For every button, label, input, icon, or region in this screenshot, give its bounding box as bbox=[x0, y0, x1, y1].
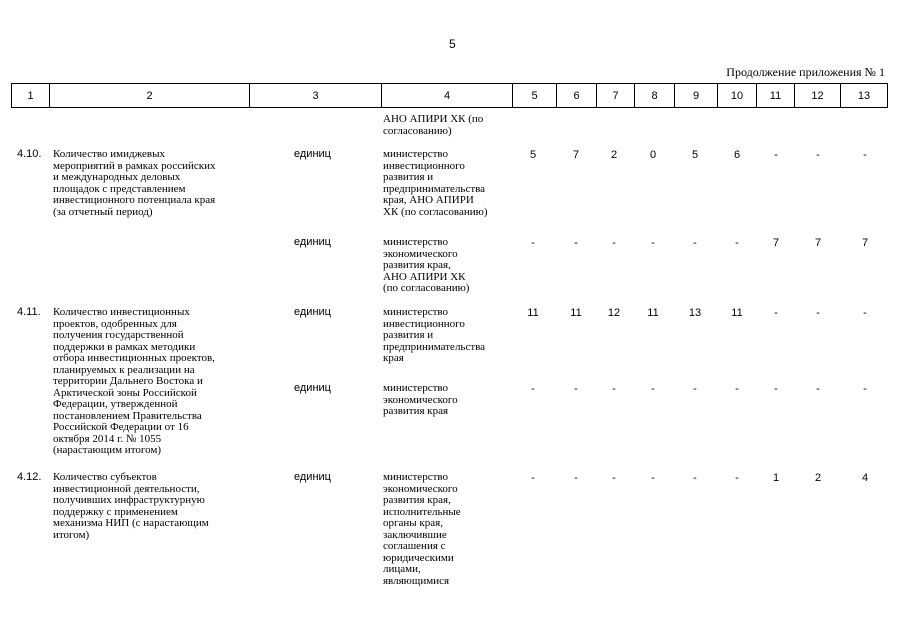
value-cell: - bbox=[863, 149, 867, 161]
value-cell: - bbox=[612, 237, 616, 249]
continuation-label: Продолжение приложения № 1 bbox=[726, 65, 885, 79]
value-cell: - bbox=[735, 383, 739, 395]
header-col-8: 8 bbox=[635, 84, 675, 108]
unit: единиц bbox=[294, 471, 331, 483]
column-number-header bbox=[11, 83, 888, 108]
value-cell: 11 bbox=[731, 307, 743, 319]
value-cell: - bbox=[574, 237, 578, 249]
value-cell: 7 bbox=[861, 237, 869, 249]
row-number: 4.10. bbox=[17, 148, 42, 160]
value-cell: 0 bbox=[649, 149, 657, 161]
value-cell: 7 bbox=[572, 149, 580, 161]
indicator-name: Количество субъектов инвестиционной деятельности, получивших инфраструктурную поддержку с применением механизма НИП (с нарастающим итогом) bbox=[53, 471, 209, 541]
value-cell: 2 bbox=[814, 472, 822, 484]
value-cell: - bbox=[574, 383, 578, 395]
value-cell: 4 bbox=[861, 472, 869, 484]
value-cell: - bbox=[863, 307, 867, 319]
executor: министерство инвестиционного развития и предпринимательства края bbox=[383, 306, 486, 364]
executor: министерство экономического развития края, АНО АПИРИ ХК (по согласованию) bbox=[383, 236, 470, 294]
unit: единиц bbox=[294, 382, 331, 394]
header-col-5: 5 bbox=[513, 84, 557, 108]
value-cell: - bbox=[735, 237, 739, 249]
header-col-7: 7 bbox=[597, 84, 635, 108]
value-cell: - bbox=[531, 472, 535, 484]
value-cell: - bbox=[816, 149, 820, 161]
value-cell: 11 bbox=[527, 307, 539, 319]
value-cell: - bbox=[531, 383, 535, 395]
header-row bbox=[12, 84, 888, 108]
value-cell: 11 bbox=[647, 307, 659, 319]
value-cell: 13 bbox=[688, 307, 702, 319]
carryover-executor: АНО АПИРИ ХК (по согласованию) bbox=[383, 113, 484, 137]
value-cell: - bbox=[612, 472, 616, 484]
row-number: 4.11. bbox=[17, 306, 41, 318]
executor: министерство экономического развития края, исполнительные органы края, заключившие соглашения с юридическими лицами, являющимися bbox=[383, 471, 461, 587]
header-col-11: 11 bbox=[757, 84, 795, 108]
value-cell: 5 bbox=[529, 149, 537, 161]
value-cell: - bbox=[574, 472, 578, 484]
unit: единиц bbox=[294, 306, 331, 318]
header-col-10: 10 bbox=[718, 84, 757, 108]
value-cell: - bbox=[651, 237, 655, 249]
value-cell: 7 bbox=[772, 237, 780, 249]
page-number: 5 bbox=[449, 37, 456, 51]
value-cell: - bbox=[816, 307, 820, 319]
value-cell: - bbox=[816, 383, 820, 395]
header-col-1: 1 bbox=[12, 84, 50, 108]
value-cell: - bbox=[863, 383, 867, 395]
value-cell: - bbox=[774, 149, 778, 161]
value-cell: - bbox=[693, 383, 697, 395]
value-cell: 5 bbox=[691, 149, 699, 161]
executor: министерство инвестиционного развития и предпринимательства края, АНО АПИРИ ХК (по согласованию) bbox=[383, 148, 488, 218]
value-cell: 12 bbox=[607, 307, 621, 319]
value-cell: 11 bbox=[570, 307, 582, 319]
value-cell: - bbox=[693, 472, 697, 484]
value-cell: 2 bbox=[610, 149, 618, 161]
header-col-4: 4 bbox=[382, 84, 513, 108]
indicator-name: Количество инвестиционных проектов, одобренных для получения государственной поддержки в рамках методики отбора инвестиционных проектов, планируемых к реализации на территории Дальнего Востока и Арктической зоны Российской Федерации, утвержденной постановлением Правительства Российской Федерации от 16 октября 2014 г. № 1055 (нарастающим итогом) bbox=[53, 306, 215, 456]
unit: единиц bbox=[294, 148, 331, 160]
value-cell: - bbox=[612, 383, 616, 395]
row-number: 4.12. bbox=[17, 471, 42, 483]
value-cell: 7 bbox=[814, 237, 822, 249]
header-col-12: 12 bbox=[795, 84, 841, 108]
indicator-name: Количество имиджевых мероприятий в рамках российских и международных деловых площадок с представлением инвестиционного потенциала края (за отчетный период) bbox=[53, 148, 216, 218]
header-col-6: 6 bbox=[557, 84, 597, 108]
header-col-3: 3 bbox=[250, 84, 382, 108]
value-cell: - bbox=[651, 472, 655, 484]
value-cell: 6 bbox=[733, 149, 741, 161]
value-cell: - bbox=[735, 472, 739, 484]
header-col-2: 2 bbox=[50, 84, 250, 108]
executor: министерство экономического развития края bbox=[383, 382, 458, 417]
value-cell: - bbox=[693, 237, 697, 249]
header-col-13: 13 bbox=[841, 84, 888, 108]
value-cell: - bbox=[774, 383, 778, 395]
value-cell: - bbox=[651, 383, 655, 395]
unit: единиц bbox=[294, 236, 331, 248]
value-cell: 1 bbox=[772, 472, 780, 484]
value-cell: - bbox=[774, 307, 778, 319]
value-cell: - bbox=[531, 237, 535, 249]
header-col-9: 9 bbox=[675, 84, 718, 108]
